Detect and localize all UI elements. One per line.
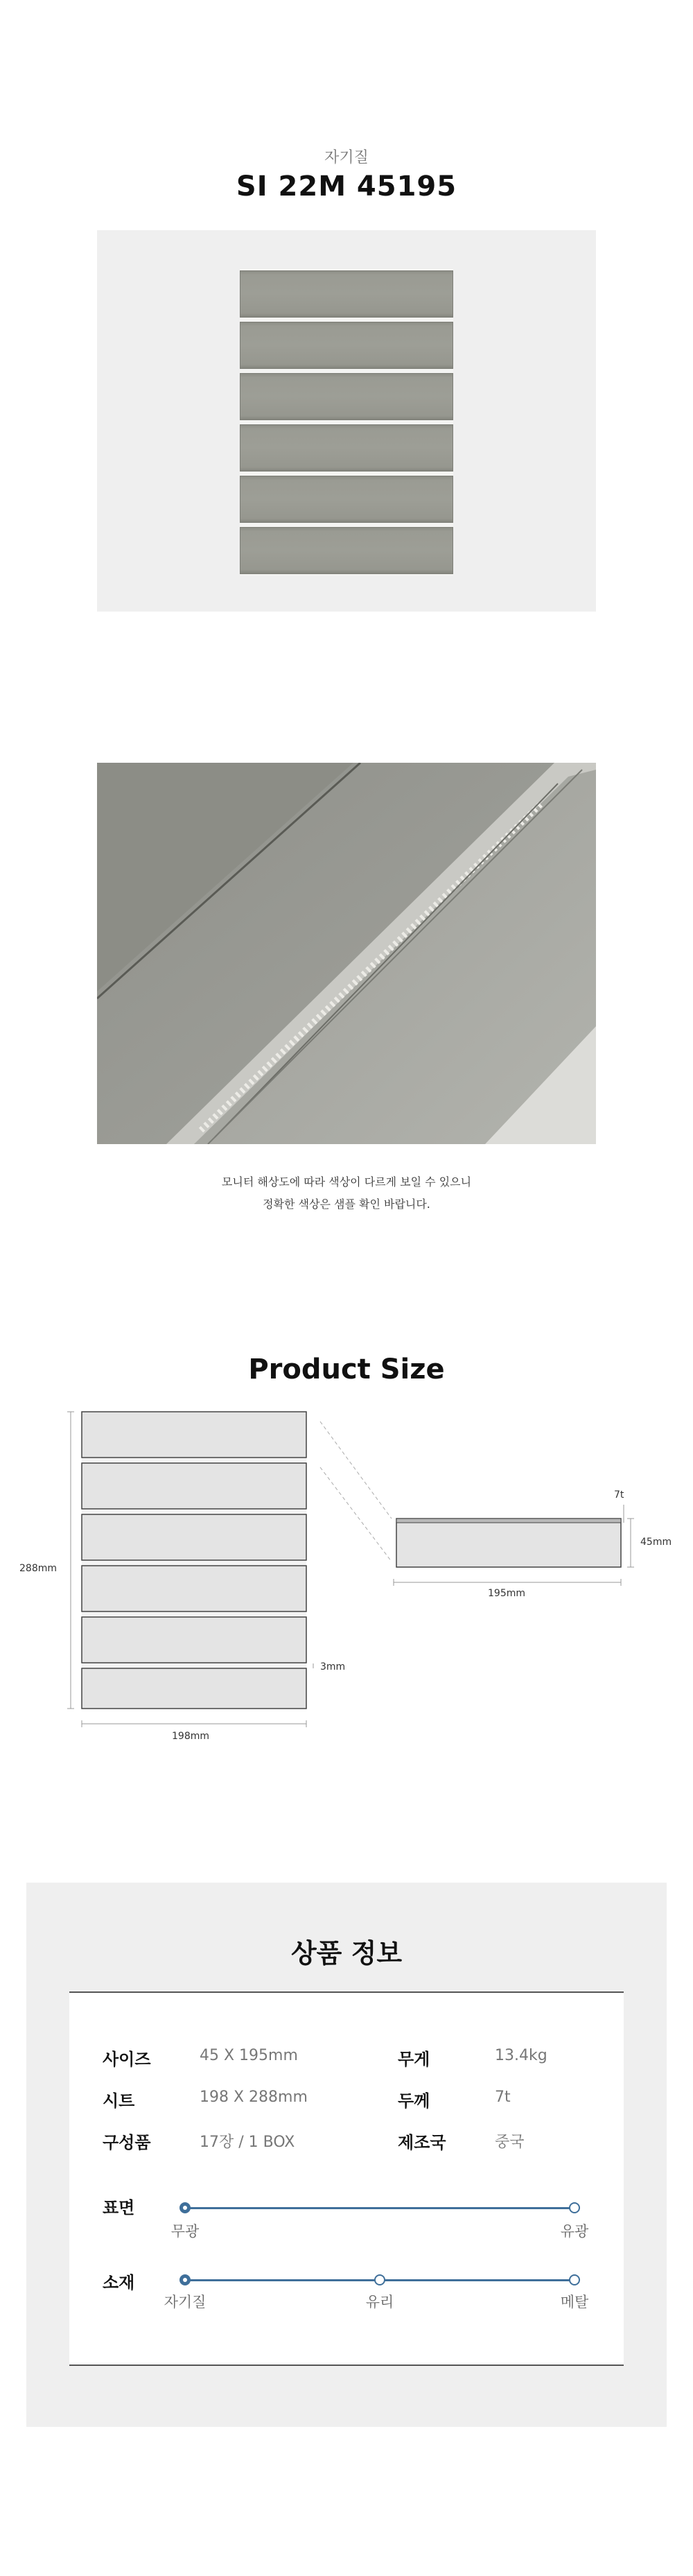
- material-dot-glass[interactable]: [374, 2274, 385, 2285]
- spec-value-sheet: 198 X 288mm: [200, 2089, 308, 2106]
- tile: [240, 373, 453, 420]
- product-code: SI 22M 45195: [236, 171, 457, 202]
- tile-height-label: 45mm: [640, 1537, 672, 1548]
- material-option-glass: 유리: [365, 2294, 394, 2310]
- spec-value-contents: 17장 / 1 BOX: [200, 2134, 295, 2151]
- product-size-title: Product Size: [248, 1354, 445, 1385]
- spec-value-weight: 13.4kg: [495, 2047, 547, 2064]
- tile: [240, 476, 453, 523]
- tile: [240, 322, 453, 369]
- material-option-porcelain: 자기질: [164, 2294, 207, 2310]
- surface-option-matte: 무광: [170, 2223, 200, 2240]
- material-option-metal: 메탈: [560, 2294, 589, 2310]
- tile-thickness-label: 7t: [614, 1489, 624, 1501]
- spec-key-sheet: 시트: [103, 2091, 135, 2111]
- tile: [240, 424, 453, 472]
- joint-gap-label: 3mm: [320, 1661, 346, 1672]
- material-dot-porcelain[interactable]: [179, 2274, 191, 2285]
- surface-option-gloss: 유광: [560, 2223, 589, 2240]
- tile: [240, 527, 453, 574]
- color-notice-line-2: 정확한 색상은 샘플 확인 바랍니다.: [263, 1198, 430, 1211]
- surface-scale-track: [184, 2207, 574, 2209]
- spec-value-size: 45 X 195mm: [200, 2047, 298, 2064]
- sheet-width-label: 198mm: [172, 1731, 209, 1742]
- spec-value-thickness: 7t: [495, 2089, 511, 2106]
- surface-dot-gloss[interactable]: [569, 2202, 580, 2213]
- spec-value-origin: 중국: [495, 2134, 525, 2151]
- color-notice-line-1: 모니터 해상도에 따라 색상이 다르게 보일 수 있으니: [221, 1175, 472, 1188]
- product-photo-closeup: [97, 763, 596, 1144]
- spec-key-thickness: 두께: [398, 2091, 430, 2111]
- product-info-title: 상품 정보: [290, 1938, 403, 1969]
- size-diagram: [0, 1408, 693, 1768]
- tile: [240, 270, 453, 318]
- sheet-drawing: [82, 1412, 306, 1709]
- spec-key-weight: 무게: [398, 2050, 430, 2069]
- tile-length-label: 195mm: [488, 1588, 525, 1599]
- tile-sheet: [240, 269, 453, 576]
- product-photo-sheet: [97, 230, 596, 612]
- closeup-illustration: [97, 763, 596, 1144]
- spec-key-contents: 구성품: [103, 2133, 151, 2152]
- material-label: 자기질: [324, 149, 369, 166]
- material-dot-metal[interactable]: [569, 2274, 580, 2285]
- spec-key-size: 사이즈: [103, 2050, 151, 2069]
- material-scale-label: 소재: [103, 2273, 135, 2292]
- surface-label: 표면: [103, 2198, 135, 2218]
- sheet-height-label: 288mm: [19, 1563, 57, 1574]
- spec-key-origin: 제조국: [398, 2133, 446, 2152]
- surface-dot-matte[interactable]: [179, 2202, 191, 2213]
